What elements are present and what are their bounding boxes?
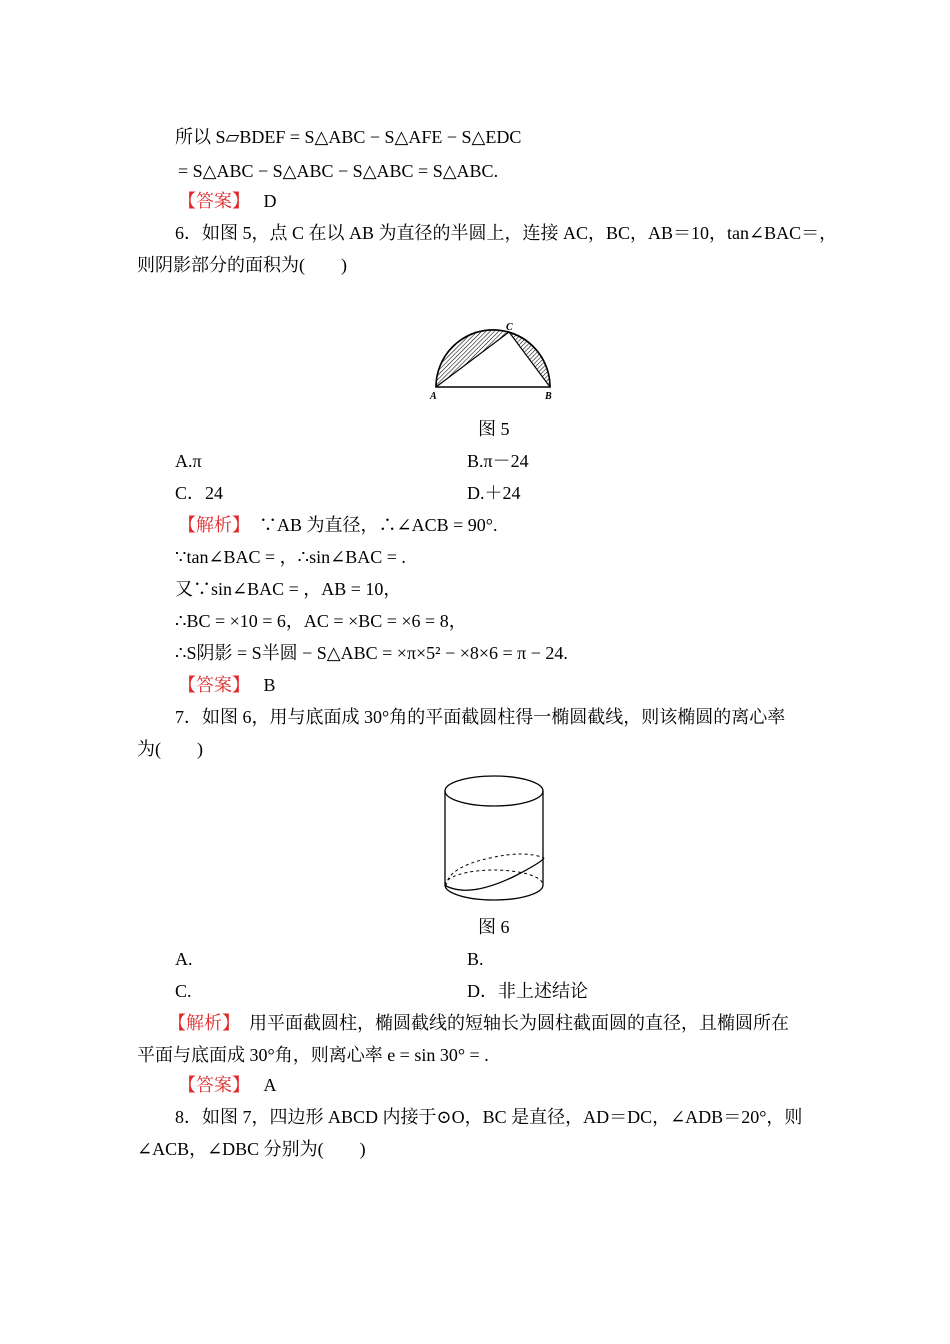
solution-label: 【解析】 [178, 515, 241, 535]
q6-solution-line-1: 【解析】 ∵AB 为直径，∴∠ACB = 90°. [178, 515, 498, 535]
figure-6-cylinder [440, 772, 550, 907]
formula-line-1: 所以 S▱BDEF = S△ABC − S△AFE − S△EDC [175, 127, 522, 147]
q7-answer-line [178, 1074, 277, 1096]
label-b: B [545, 391, 552, 402]
figure-6-caption: 图 6 [478, 917, 510, 937]
q6-option-d: D.＋24 [467, 483, 521, 503]
question-8-line-2: ∠ACB，∠DBC 分别为( ) [137, 1139, 366, 1159]
q7-option-a: A. [175, 949, 193, 969]
label-a: A [430, 391, 437, 402]
q7-solution-line-2: 平面与底面成 30°角，则离心率 e = sin 30° = . [137, 1045, 489, 1065]
cylinder-bottom-front [445, 885, 543, 900]
answer-value: B [263, 675, 276, 695]
q6-solution-line-3: 又∵sin∠BAC = ，AB = 10， [175, 579, 402, 599]
answer-value: A [263, 1075, 277, 1095]
question-6-line-2: 则阴影部分的面积为( ) [137, 255, 347, 275]
q6-solution-line-2: ∵tan∠BAC = ，∴sin∠BAC = . [175, 547, 406, 567]
answer-label: 【答案】 [178, 1075, 241, 1095]
q7-solution-line-1: 【解析】 用平面截圆柱，椭圆截线的短轴长为圆柱截面圆的直径，且椭圆所在 [168, 1013, 789, 1033]
q6-solution-line-5: ∴S阴影 = S半圆 − S△ABC = ×π×5² − ×8×6 = π − 24. [175, 643, 568, 663]
answer-value: D [263, 191, 277, 211]
answer-label: 【答案】 [178, 191, 241, 211]
cylinder-top-ellipse [445, 776, 543, 806]
question-6-line-1: 6．如图 5，点 C 在以 AB 为直径的半圆上，连接 AC，BC，AB＝10，tan∠BAC＝， [175, 223, 838, 243]
answer-line-top [178, 190, 277, 212]
cylinder-bottom-back [445, 870, 543, 885]
figure-5-semicircle [420, 312, 570, 407]
q6-solution-line-4: ∴BC = ×10 = 6，AC = ×BC = ×6 = 8， [175, 611, 467, 631]
question-7-line-2: 为( ) [137, 739, 203, 759]
formula-1-content: S▱BDEF = S△ABC − S△AFE − S△EDC [215, 127, 522, 147]
q6-option-c: C．24 [175, 483, 224, 503]
figure-5-caption: 图 5 [478, 419, 510, 439]
q6-answer-line [178, 674, 276, 696]
question-8-line-1: 8．如图 7，四边形 ABCD 内接于⊙O，BC 是直径，AD＝DC，∠ADB＝20°，则 [175, 1107, 803, 1127]
formula-line-2: = S△ABC − S△ABC − S△ABC = S△ABC. [178, 161, 499, 181]
question-7-line-1: 7．如图 6，用与底面成 30°角的平面截圆柱得一椭圆截线，则该椭圆的离心率 [175, 707, 786, 727]
solution-label: 【解析】 [168, 1013, 231, 1033]
q7-option-b: B. [467, 949, 484, 969]
answer-label: 【答案】 [178, 675, 241, 695]
q7-option-c: C. [175, 981, 192, 1001]
q7-option-d: D．非上述结论 [467, 981, 588, 1001]
label-c: C [506, 322, 513, 333]
q6-option-a: A.π [175, 451, 202, 471]
q6-option-b: B.π－24 [467, 451, 529, 471]
shaded-segment-ac [436, 330, 509, 387]
